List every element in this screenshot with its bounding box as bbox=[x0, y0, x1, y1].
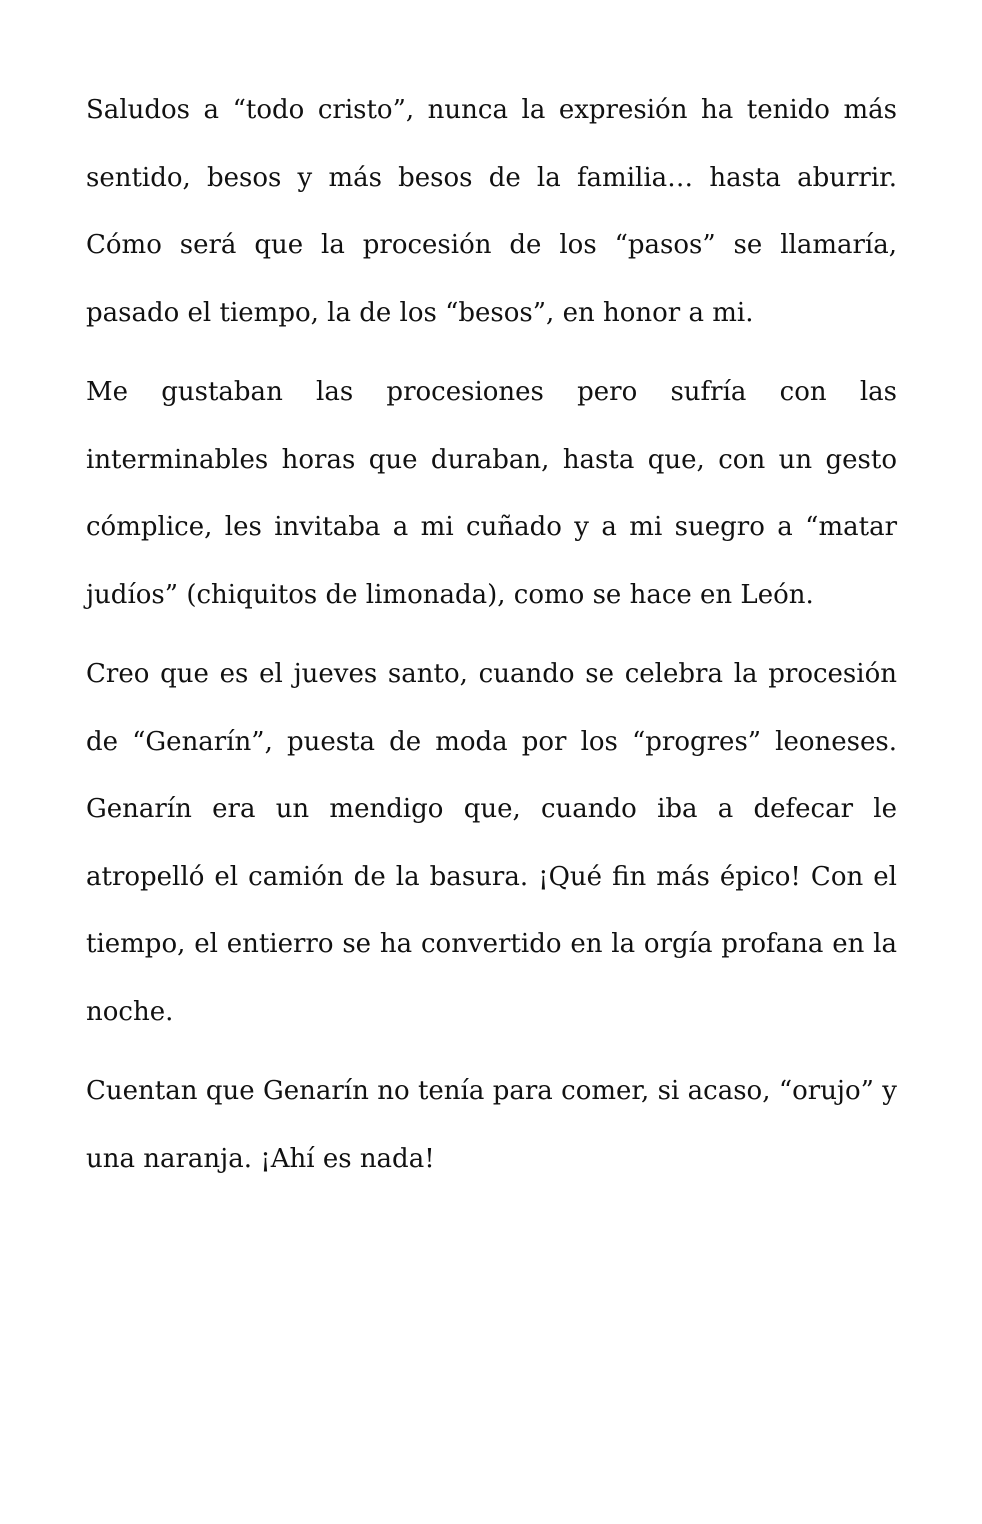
paragraph-1: Saludos a “todo cristo”, nunca la expresión ha tenido más sentido, besos y más besos de la familia… hasta aburrir. Cómo será que la procesión de los “pasos” se llamaría, pasado el tiempo, la de los “besos”, en honor a mi. bbox=[86, 95, 897, 328]
document-body bbox=[86, 77, 897, 1205]
paragraph-2: Me gustaban las procesiones pero sufría con las interminables horas que duraban, hasta que, con un gesto cómplice, les invitaba a mi cuñado y a mi suegro a “matar judíos” (chiquitos de limonada), como se hace en León. bbox=[86, 377, 897, 610]
paragraph-4: Cuentan que Genarín no tenía para comer, si acaso, “orujo” y una naranja. ¡Ahí es nada! bbox=[86, 1076, 897, 1174]
paragraph-3: Creo que es el jueves santo, cuando se celebra la procesión de “Genarín”, puesta de moda por los “progres” leoneses. Genarín era un mendigo que, cuando iba a defecar le atropelló el camión de la basura. ¡Qué fin más épico! Con el tiempo, el entierro se ha convertido en la orgía profana en la noche. bbox=[86, 659, 897, 1027]
